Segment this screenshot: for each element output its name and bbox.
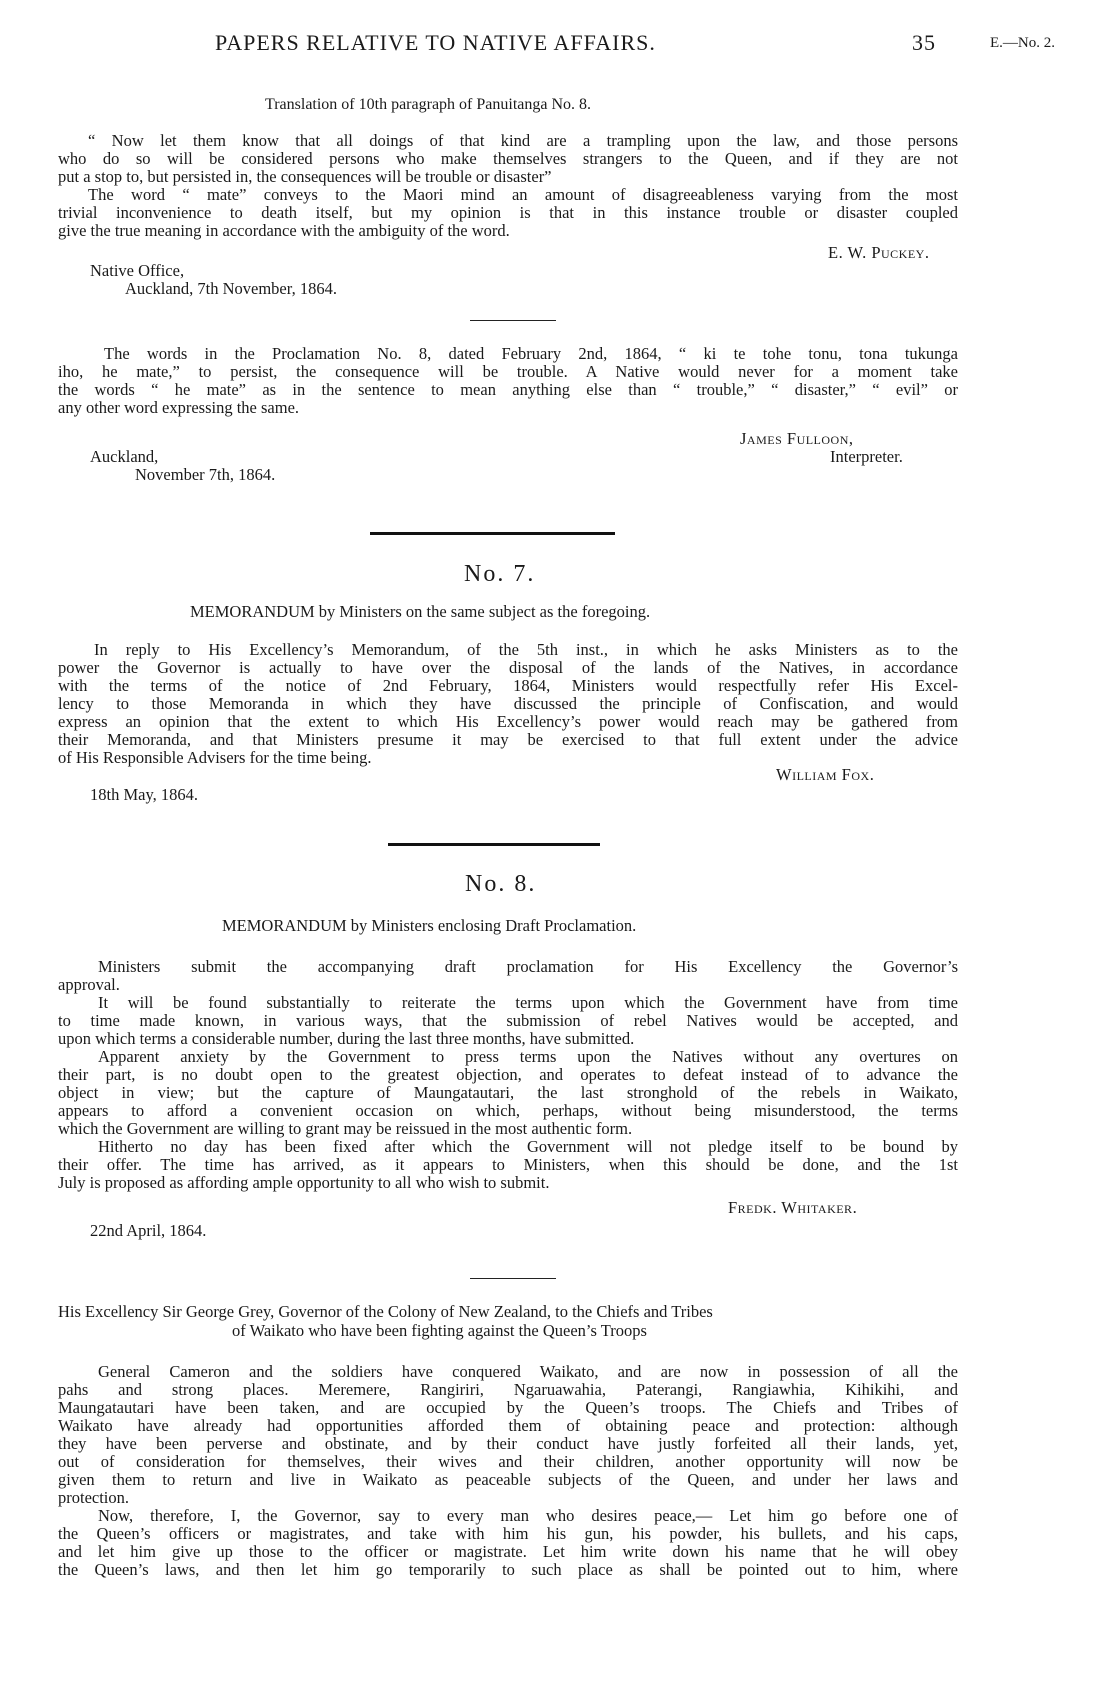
text-line: Hitherto no day has been fixed after which the Government will not pledge itself to be bound by (98, 1137, 958, 1156)
text-line: the Queen’s officers or magistrates, and take with him his gun, his powder, his bullets, and his caps, (58, 1524, 958, 1543)
text-line: give the true meaning in accordance with the ambiguity of the word. (58, 221, 510, 240)
signature-role: Interpreter. (830, 447, 903, 466)
signature-puckey: E. W. Puckey. (828, 243, 930, 262)
section-divider (388, 843, 600, 846)
place-line: Native Office, (90, 261, 185, 280)
text-line: which the Government are willing to grant may be reissued in the most authentic form. (58, 1119, 633, 1138)
text-line: In reply to His Excellency’s Memorandum, of the 5th inst., in which he asks Ministers as to the (94, 640, 958, 659)
translation-title: Translation of 10th paragraph of Panuitanga No. 8. (265, 96, 592, 113)
text-line: who do so will be considered persons who make themselves strangers to the Queen, and if they are not (58, 149, 958, 168)
section-subtitle: MEMORANDUM by Ministers on the same subject as the foregoing. (190, 602, 651, 621)
text-line: pahs and strong places. Meremere, Rangiriri, Ngaruawahia, Paterangi, Rangiawhia, Kihikihi, and (58, 1380, 958, 1399)
text-line: express an opinion that the extent to which His Excellency’s power would reach may be gathered from (58, 712, 958, 731)
text-line: and let him give up those to the officer or magistrate. Let him write down his name that he will obey (58, 1542, 958, 1561)
date-line: 18th May, 1864. (90, 785, 199, 804)
proclamation-title-line1: His Excellency Sir George Grey, Governor of the Colony of New Zealand, to the Chiefs and Tribes (58, 1302, 713, 1321)
no8-text (58, 958, 958, 1192)
page-number: 35 (912, 30, 936, 55)
section-subtitle: MEMORANDUM by Ministers enclosing Draft Proclamation. (222, 916, 637, 935)
text-line: object in view; but the capture of Maungatautari, the last stronghold of the rebels in Waikato, (58, 1083, 958, 1102)
text-line: General Cameron and the soldiers have conquered Waikato, and are now in possession of all the (98, 1362, 958, 1381)
text-line: upon which terms a considerable number, during the last three months, have submitted. (58, 1029, 635, 1048)
signature-fox: William Fox. (776, 765, 875, 784)
text-line: to time made known, in various ways, that the submission of rebel Natives would be accepted, and (58, 1011, 958, 1030)
text-line: Now, therefore, I, the Governor, say to every man who desires peace,— Let him go before one of (98, 1506, 958, 1525)
text-line: their part, is no doubt open to the greatest objection, and operates to defeat instead of to advance the (58, 1065, 958, 1084)
proclamation-title-line2: of Waikato who have been fighting against the Queen’s Troops (232, 1321, 647, 1340)
paper-reference: E.—No. 2. (990, 35, 1055, 51)
translation-text (58, 132, 958, 240)
text-line: given them to return and live in Waikato as peaceable subjects of the Queen, and under her laws and (58, 1470, 958, 1489)
text-line: the words “ he mate” as in the sentence to mean anything else than “ trouble,” “ disaster,” “ evil” or (58, 380, 958, 399)
signature-fulloon: James Fulloon, (740, 429, 854, 448)
text-line: they have been perverse and obstinate, and by their conduct have justly forfeited all their lands, yet, (58, 1434, 958, 1453)
section-heading-no7: No. 7. (464, 561, 536, 587)
text-line: the Queen’s laws, and then let him go temporarily to such place as shall be pointed out to him, where (58, 1560, 958, 1579)
text-line: any other word expressing the same. (58, 398, 300, 417)
text-line: Waikato have already had opportunities afforded them of obtaining peace and protection: although (58, 1416, 958, 1435)
text-line: their offer. The time has arrived, as it appears to Ministers, when this should be done, and the 1st (58, 1155, 958, 1174)
text-line: The word “ mate” conveys to the Maori mind an amount of disagreeableness varying from the most (88, 185, 958, 204)
date-line: Auckland, 7th November, 1864. (125, 279, 337, 298)
text-line: appears to afford a convenient occasion on which, perhaps, without being misunderstood, the terms (58, 1101, 958, 1120)
text-line: their Memoranda, and that Ministers presume it may be exercised to that full extent under the advice (58, 730, 958, 749)
divider (470, 320, 556, 321)
date-line: November 7th, 1864. (135, 465, 276, 484)
date-line: 22nd April, 1864. (90, 1221, 207, 1240)
section-heading-no8: No. 8. (465, 871, 537, 897)
text-line: approval. (58, 975, 120, 994)
text-line: iho, he mate,” to persist, the consequence will be trouble. A Native would never for a moment take (58, 362, 958, 381)
text-line: with the terms of the notice of 2nd February, 1864, Ministers would respectfully refer His Excel- (58, 676, 958, 695)
section-divider (370, 532, 615, 535)
divider (470, 1278, 556, 1279)
text-line: July is proposed as affording ample opportunity to all who wish to submit. (58, 1173, 550, 1192)
text-line: Ministers submit the accompanying draft proclamation for His Excellency the Governor’s (98, 957, 958, 976)
text-line: put a stop to, but persisted in, the consequences will be trouble or disaster” (58, 167, 552, 186)
proclamation-note-text (58, 345, 958, 417)
text-line: of His Responsible Advisers for the time being. (58, 748, 372, 767)
text-line: “ Now let them know that all doings of that kind are a trampling upon the law, and those persons (88, 131, 958, 150)
running-title: PAPERS RELATIVE TO NATIVE AFFAIRS. (215, 30, 656, 55)
text-line: protection. (58, 1488, 130, 1507)
proclamation-text (58, 1363, 958, 1579)
text-line: lency to those Memoranda in which they have discussed the principle of Confiscation, and would (58, 694, 958, 713)
text-line: It will be found substantially to reiterate the terms upon which the Government have from time (98, 993, 958, 1012)
text-line: Apparent anxiety by the Government to press terms upon the Natives without any overtures on (98, 1047, 958, 1066)
place-line: Auckland, (90, 447, 159, 466)
text-line: The words in the Proclamation No. 8, dated February 2nd, 1864, “ ki te tohe tonu, tona tukunga (104, 344, 958, 363)
text-line: out of consideration for themselves, their wives and their children, another opportunity will now be (58, 1452, 958, 1471)
no7-text (58, 641, 958, 767)
text-line: trivial inconvenience to death itself, but my opinion is that in this instance trouble or disaster coupled (58, 203, 958, 222)
signature-whitaker: Fredk. Whitaker. (728, 1198, 858, 1217)
text-line: power the Governor is actually to have over the disposal of the lands of the Natives, in accordance (58, 658, 958, 677)
text-line: Maungatautari have been taken, and are occupied by the Queen’s troops. The Chiefs and Tribes of (58, 1398, 958, 1417)
